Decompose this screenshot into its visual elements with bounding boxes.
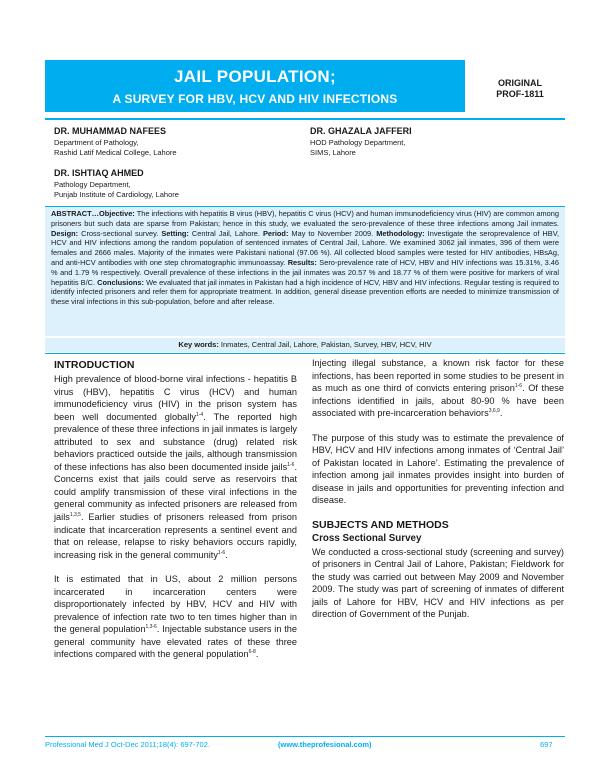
author-affiliation: Rashid Latif Medical College, Lahore [54,148,177,157]
section-heading: INTRODUCTION [54,359,135,371]
citation: 1-6 [287,461,295,468]
text-run: High prevalence of blood-borne viral infections - hepatitis B virus (HBV), hepatitis C virus (HCV) and human immunodeficiency virus (HIV) in the prison system has been well documented globally [54,374,297,422]
abstract-setting: Central Jail, Lahore. [188,228,263,238]
citation: 1-4 [195,411,204,418]
author-name: DR. GHAZALA JAFFERI [310,126,412,136]
text-run: It is estimated that in US, about 2 million persons incarcerated in incarceration centers were disproportionately infected by HBV, HCV and HIV with prevalence of infection rate two to ten times higher than in the general population [54,574,297,635]
abstract-label: Results: [287,257,317,267]
abstract-label: Design: [51,228,79,238]
abstract [51,209,559,307]
text-run: . The reported high prevalence of these three infections in jail inmates is largely attributed to sex and substance (drug) related risk behaviors practiced outside the jails, although transmission of these infections has also been documented inside jails [54,411,297,472]
article-type: ORIGINAL [498,78,542,88]
header-divider [45,118,565,120]
paragraph [312,357,564,420]
keywords-label: Key words: [178,340,219,349]
author-block [54,168,179,200]
text-run: . Of these infections identified in jails, about 80-90 % have been associated with pre-incarceration behaviors [312,383,564,419]
paragraph [54,573,297,661]
author-block [310,126,412,158]
author-affiliation: HOD Pathology Department, [310,138,406,147]
section-heading: SUBJECTS AND METHODS [312,519,449,532]
text-run: . Concerns exist that jails could serve as reservoirs that could amplify transmission of these viral infections in the general community as infected prisoners are released from jails [54,461,297,523]
body-column-left [54,358,297,673]
body-column-right [312,357,564,633]
citation: 1,3-6 [145,624,157,631]
abstract-label: Conclusions: [97,277,144,287]
author-affiliation: Punjab Institute of Cardiology, Lahore [54,190,179,199]
author-affiliation: Department of Pathology, [54,138,139,147]
text-run: . [225,549,228,560]
text-run: . Injectable substance users in the general community have elevated rates of these three infections compared with the general population [54,624,297,660]
author-name: DR. ISHTIAQ AHMED [54,168,144,178]
abstract-period: May to November 2009. [288,228,377,238]
author-name: DR. MUHAMMAD NAFEES [54,126,166,136]
author-affiliation: Pathology Department, [54,180,131,189]
citation: 6-8 [248,649,256,656]
author-block [54,126,177,158]
article-type-label [480,78,560,100]
citation: 1-6 [514,383,523,390]
text-run: Injecting illegal substance, a known risk factor for these infections, has been reported in some studies to be present in as much as one third of convicts entering prison [312,358,564,394]
abstract-label: Setting: [161,228,189,238]
keywords-divider [45,353,565,354]
footer-divider [45,736,565,737]
paragraph: The purpose of this study was to estimate the prevalence of HBV, HCV and HIV infections among inmates of ‘Central Jail’ of Pakistan located in Lahore’. Estimating the prevalence of infection among jail inmates provides insight into burden of disease in jails and opportunities for preventing infection and disease. [312,432,564,506]
abstract-methodology: Investigate the seroprevalence of HBV, HCV and HIV infections among the random population of sentenced inmates of Central Jail, Lahore. We examined 3062 jail inmates, 396 of them were females and 2666 males. Majority of the inmates were Pakistani national (97.06 %). All collected blood samples were tested for HIV antibodies, HBsAg, and anti-HCV antibodies with one step chromatographic immunoassay. [51,228,559,267]
footer-website[interactable]: (www.theprofesional.com) [278,740,372,749]
footer-journal: Professional Med J Oct-Dec 2011;18(4): 697-702. [45,740,210,749]
keywords [45,338,565,352]
subsection-heading: Cross Sectional Survey [312,533,422,545]
text-run: . [499,408,503,419]
abstract-label: Methodology: [376,228,425,238]
text-run: . Earlier studies of prisoners released from prison indicate that incarceration represents a sentinel event and that on release, relapse to risky behaviors occurs rapidly, increasing risk in the general community [54,512,297,560]
abstract-results: Sero-prevalence rate of HCV, HBV and HIV infections was 15.31%, 3.46 % and 1.79 % respectively. Overall prevalence of these infections in the jail inmates was 20.57 % and 18.77 % of them were positive for markers of viral hepatitis B/C. [51,257,559,287]
article-code: PROF-1811 [496,89,544,99]
abstract-design: Cross-sectional survey. [78,228,162,238]
paragraph [54,373,297,561]
abstract-label: Period: [262,228,289,238]
keywords-text: Inmates, Central Jail, Lahore, Pakistan, Survey, HBV, HCV, HIV [218,340,432,349]
citation: 3,6,9 [488,408,500,415]
citation: 1-6 [217,549,226,556]
abstract-conclusions: We evaluated that jail inmates in Pakistan had a high incidence of HCV, HBV and HIV infections. Regular testing is required to identify infected prisoners and refer them for appropriate treatment. In addition, general disease prevention efforts are needed to minimize transmission of these viral infections in this sub-population, before and after release. [51,277,559,307]
page-number: 697 [540,740,553,749]
text-run: . [255,649,259,660]
abstract-label: ABSTRACT…Objective: [51,209,135,218]
title-banner [45,60,465,112]
abstract-objective: The infections with hepatitis B virus (HBV), hepatitis C virus (HCV) and human immunodeficiency virus (HIV) are common among prisoners but such data are sparse from Pakistan; hence in this study, we evaluated the sero-prevalence of these three infections among Jail inmates. [51,209,559,228]
citation: 1,3,5 [69,511,81,518]
paragraph: We conducted a cross-sectional study (screening and survey) of prisoners in Central Jail of Lahore, Pakistan; Fieldwork for the study was carried out between May 2009 and November 2009. The study was part of screening of inmates of different jails of Lahore for HBV, HCV and HIV infections as per direction of Government of the Punjab. [312,546,564,620]
article-title: JAIL POPULATION; [174,67,336,86]
article-subtitle: A SURVEY FOR HBV, HCV AND HIV INFECTIONS [112,92,398,106]
author-affiliation: SIMS, Lahore [310,148,356,157]
